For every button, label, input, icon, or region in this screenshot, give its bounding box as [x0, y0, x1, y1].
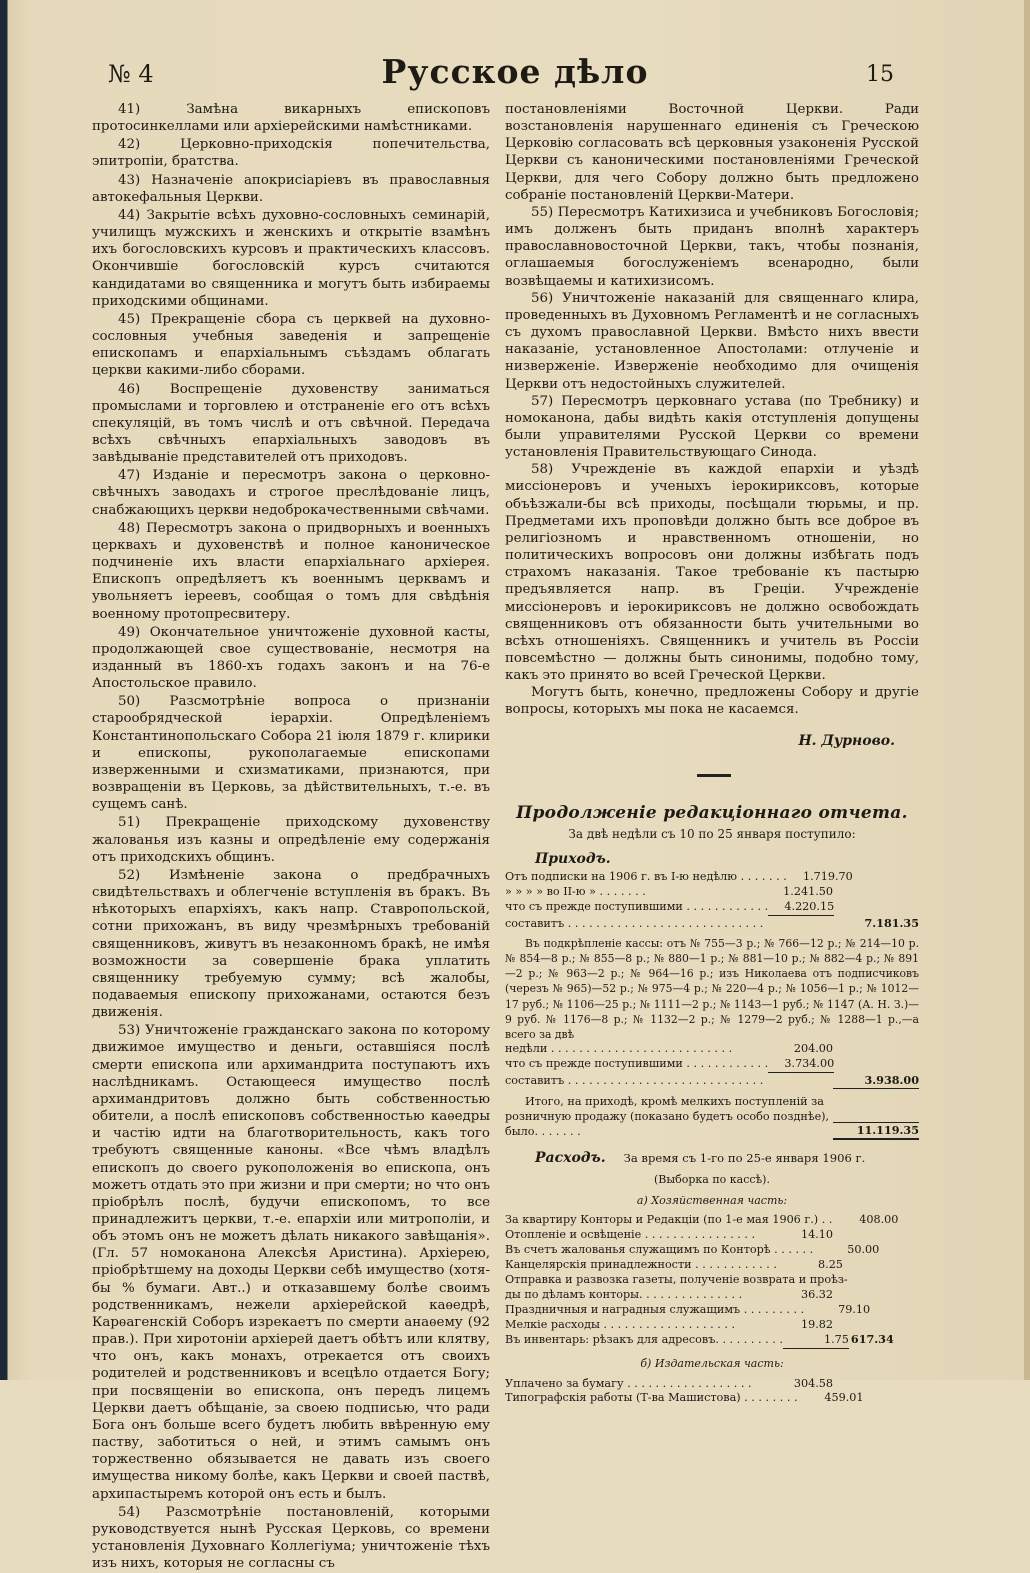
row-label: ды по дѣламъ конторы. . . . . . . . . . . . . . .: [505, 1287, 743, 1301]
row-amount: 1.75: [783, 1333, 849, 1349]
row-amount: 8.25: [818, 1257, 843, 1271]
report-subtitle: За двѣ недѣли съ 10 по 25 января поступило:: [568, 826, 856, 841]
row-amount: 204.00: [793, 1042, 833, 1056]
article-paragraph: 46) Воспрещеніе духовенству заниматься промыслами и торговлею и отстраненіе его отъ всѣхъ спекуляцій, въ томъ числѣ и отъ свѣчной. Передача всѣхъ свѣчныхъ епархіальныхъ заводовъ въ завѣдываніе представителей отъ приходовъ.: [92, 381, 490, 466]
row-label: Отправка и развозка газеты, полученіе возврата и проѣз-: [505, 1272, 848, 1286]
row-label: недѣли . . . . . . . . . . . . . . . . . . . . . . . . . .: [505, 1042, 733, 1056]
donation-table: [505, 1042, 919, 1089]
table-row: [505, 1258, 919, 1273]
row-amount: 459.01: [824, 1391, 864, 1405]
row-label: Праздничныя и наградныя служащимъ . . . . . . . . .: [505, 1302, 805, 1316]
section-b-heading: б) Издательская часть:: [640, 1357, 784, 1371]
row-amount: 14.10: [800, 1228, 833, 1242]
expense-table-b: [505, 1377, 919, 1407]
table-row: [505, 885, 919, 900]
table-row: [505, 1073, 919, 1089]
article-paragraph: постановленіями Восточной Церкви. Ради возстановленія нарушеннаго единенія съ Греческою Церковію согласовать всѣ церковныя узаконенія Русской Церкви съ каноническими постановленіями Греческой Церкви, для чего Собору должно быть предложено собраніе постановленій Церкви-Матери.: [505, 102, 919, 203]
row-label: Отопленіе и освѣщеніе . . . . . . . . . . . . . . . .: [505, 1228, 756, 1242]
table-row: [505, 1213, 919, 1228]
income-total: 11.119.35: [833, 1122, 919, 1140]
article-paragraph: 56) Уничтоженіе наказаній для священнаго клира, проведенныхъ въ Духовномъ Регламентѣ и не согласныхъ съ духомъ православной Церкви. Вмѣсто нихъ ввести наказаніе, установленное Апостолами: отлученіе и низверженіе. Изверженіе необходимо для очищенія Церкви отъ недостойныхъ служителей.: [505, 290, 919, 392]
article-paragraph: 41) Замѣна викарныхъ епископовъ протосинкеллами или архіерейскими намѣстниками.: [92, 102, 490, 135]
donations-text: Въ подкрѣпленіе кассы: отъ № 755—3 р.; № 766—12 р.; № 214—10 р. № 854—8 р.; № 855—8 р.; № 880—1 р.; № 881—10 р.; № 882—4 р.; № 891—2 р.; № 963—2 р.; № 964—16 р.; изъ Николаева отъ подписчиковъ (черезъ № 965)—52 р.; № 975—4 р.; № 220—4 р.; № 1056—1 р.; № 1012—17 руб.; № 1106—25 р.; № 1111—2 р.; № 1143—1 руб.; № 1147 (А. Н. З.)—9 руб. № 1176—8 р.; № 1132—2 р.; № 1279—2 руб.; № 1288—1 р.,—а всего за двѣ: [505, 936, 919, 1042]
article-paragraph: 42) Церковно-приходскія попечительства, эпитропіи, братства.: [92, 137, 490, 170]
table-row: [505, 1332, 919, 1349]
article-paragraph: 45) Прекращеніе сбора съ церквей на духовно-сословныя учебныя заведенія и запрещеніе епископамъ и епархіальнымъ съѣздамъ облагать церкви какими-либо сборами.: [92, 311, 490, 379]
row-amount: 304.58: [793, 1376, 833, 1390]
left-column: [92, 101, 490, 1573]
row-label: что съ прежде поступившими . . . . . . . . . . . .: [505, 1057, 769, 1071]
table-row: [505, 1228, 919, 1243]
row-label: За квартиру Конторы и Редакціи (по 1-е мая 1906 г.) . .: [505, 1213, 833, 1227]
article-paragraph: 51) Прекращеніе приходскому духовенству жалованья изъ казны и опредѣленіе ему содержанія отъ приходскихъ общинъ.: [92, 815, 490, 865]
expense-period: За время съ 1-го по 25-е января 1906 г.: [623, 1150, 866, 1165]
section-divider: [697, 774, 731, 777]
article-paragraph: 49) Окончательное уничтоженіе духовной касты, продолжающей свое существованіе, несмотря на изданный въ 1860-хъ годахъ законъ и на 76-е Апостольское правило.: [92, 624, 490, 692]
row-label: » » » » во II-ю » . . . . . . .: [505, 885, 646, 899]
table-row: [505, 1273, 919, 1288]
row-label: Мелкіе расходы . . . . . . . . . . . . . . . . . . .: [505, 1317, 735, 1331]
row-label: что съ прежде поступившими . . . . . . . . . . . .: [505, 900, 769, 914]
issue-number: № 4: [108, 60, 154, 88]
article-paragraph: Могутъ быть, конечно, предложены Собору и другіе вопросы, которыхъ мы пока не касаемся.: [505, 685, 919, 718]
article-paragraph: 54) Разсмотрѣніе постановленій, которыми руководствуется нынѣ Русская Церковь, со времени установленія Духовнаго Коллегіума; уничтоженіе тѣхъ изъ нихъ, которыя не согласны съ: [92, 1504, 490, 1572]
table-row: [505, 1057, 919, 1073]
income-summary-text: Итого, на приходѣ, кромѣ мелкихъ поступленій за розничную продажу (показано будетъ особо позднѣе), было. . . . . . .: [505, 1095, 830, 1138]
row-label: Отъ подписки на 1906 г. въ I-ю недѣлю . . . . . . .: [505, 870, 787, 884]
report-title: Продолженіе редакціоннаго отчета.: [516, 802, 908, 823]
section-a-heading: а) Хозяйственная часть:: [636, 1194, 788, 1208]
row-label: Въ счетъ жалованья служащимъ по Конторѣ . . . . . .: [505, 1243, 814, 1257]
article-paragraph: 50) Разсмотрѣніе вопроса о признаніи старообрядческой іерархіи. Опредѣленіемъ Константинопольскаго Собора 21 іюля 1879 г. клирики и епископы, рукополагаемые епископами изверженными и схизматиками, признаются, при возвращеніи въ Церковь, за дѣйствительныхъ, т.-е. въ сущемъ санѣ.: [92, 694, 490, 813]
subscription-table: [505, 870, 919, 932]
row-label: Въ инвентарь: рѣзакъ для адресовъ. . . . . . . . . .: [505, 1333, 783, 1347]
row-amount: 4.220.15: [768, 900, 834, 916]
article-paragraph: 52) Измѣненіе закона о предбрачныхъ свидѣтельствахъ и облегченіе вступленія въ бракъ. Въ нѣкоторыхъ епархіяхъ, какъ напр. Ставропольской, сотни прихожанъ, въ виду чрезмѣрныхъ требованій священниковъ, живутъ въ незаконномъ бракѣ, не имѣя возможности за совершеніе брака уплатить священнику требуемую сумму; всѣ жалобы, подаваемыя епископу прихожанами, остаются безъ движенія.: [92, 867, 490, 1021]
table-row: [505, 1303, 919, 1318]
page-header: [0, 52, 1030, 102]
section-a-total: 617.34: [850, 1332, 894, 1347]
article-paragraph: 55) Пересмотръ Катихизиса и учебниковъ Богословія; имъ долженъ быть приданъ вполнѣ характеръ православновосточной Церкви, такъ, чтобы познанія, оглашаемыя богослуженіемъ всенародно, были возвѣщаемы и катихизисомъ.: [505, 204, 919, 289]
donations-total: 3.938.00: [833, 1073, 919, 1089]
expense-heading: Расходъ.: [535, 1149, 606, 1166]
table-row: [505, 1391, 919, 1406]
table-row: [505, 900, 919, 916]
table-row: [505, 1377, 919, 1392]
row-amount: 1.719.70: [802, 870, 853, 884]
table-row: [505, 1288, 919, 1303]
income-heading: Приходъ.: [535, 851, 611, 868]
row-label: Канцелярскія принадлежности . . . . . . . . . . . .: [505, 1257, 777, 1271]
newspaper-title: Русское дѣло: [381, 52, 649, 91]
article-paragraph: 43) Назначеніе апокрисіаріевъ въ православныя автокефальныя Церкви.: [92, 172, 490, 205]
table-row: [505, 916, 919, 932]
table-row: [505, 1243, 919, 1258]
table-row: [505, 1318, 919, 1333]
author-signature: Н. Дурново.: [798, 732, 895, 749]
expense-header: [505, 1150, 919, 1167]
article-paragraph: 58) Учрежденіе въ каждой епархіи и уѣздѣ миссіонеровъ и ученыхъ іерокириксовъ, которые объѣзжали-бы всѣ приходы, посѣщали тюрьмы, и пр. Предметами ихъ проповѣди должно быть все доброе въ религіозномъ и нравственномъ отношеніи, но политическихъ вопросовъ они должны избѣгать подъ страхомъ наказанія. Такое требованіе къ пастырю предъявляется напр. въ Греціи. Учрежденіе миссіонеровъ и іерокириксовъ не должно освобождать священниковъ отъ обязанности быть учительными во всѣхъ отношеніяхъ. Священникъ и учитель въ Россіи повсемѣстно — должны быть синонимы, подобно тому, какъ это принято во всей Греческой Церкви.: [505, 462, 919, 684]
row-amount: 50.00: [847, 1243, 880, 1257]
row-amount: 1.241.50: [783, 885, 833, 899]
row-amount: 79.10: [838, 1302, 871, 1316]
right-column: [505, 101, 919, 1406]
article-paragraph: 53) Уничтоженіе гражданскаго закона по которому движимое имущество и деньги, оставшіяся послѣ смерти епископа или архимандрита поступаютъ ихъ наслѣдникамъ. Остающееся имущество послѣ архимандритовъ должно быть собственностью обители, а послѣ епископовъ собственностью каѳедры и частію идти на благотворительность, какъ того требуютъ священные каноны. «Все чѣмъ владѣлъ епископъ до своего рукоположенія во епископа, онъ можетъ отдать это при жизни и при смерти; но что онъ пріобрѣлъ послѣ, будучи епископомъ, то все принадлежитъ церкви, т.-е. епархіи или митрополіи, и объ этомъ онъ не можетъ дѣлать никакого завѣщанія». (Гл. 57 номоканона Алексѣя Аристина). Архіерею, пріобрѣтшему на доходы Церкви себѣ имущество (хотя-бы % бумаги. Авт..) и отказавшему болѣе своимъ родственникамъ, нежели архіерейской каѳедрѣ, Карѳагенскій Соборъ изрекаетъ по смерти анаѳему (92 прав.). При хиротоніи архіерей даетъ обѣтъ или клятву, что онъ, какъ монахъ, отрекается отъ своихъ родителей и родственниковъ и всецѣло отдается Богу; при посвященіи во епископа, онъ передъ лицемъ Церкви даетъ обѣщаніе, за своею подписью, что ради Бога онъ больше всего будетъ любить ввѣренную ему паству, заботиться о ней, и этимъ самымъ онъ торжественно обязывается не давать изъ своего имущества никому болѣе, какъ Церкви и своей паствѣ, архипастыремъ которой онъ есть и былъ.: [92, 1023, 490, 1502]
row-amount: 36.32: [800, 1287, 833, 1301]
row-label: Уплачено за бумагу . . . . . . . . . . . . . . . . . .: [505, 1376, 752, 1390]
row-amount: 3.734.00: [768, 1057, 834, 1073]
page-number: 15: [866, 62, 894, 87]
row-amount: 19.82: [800, 1317, 833, 1331]
subscriptions-total: 7.181.35: [864, 915, 919, 930]
article-paragraph: 48) Пересмотръ закона о придворныхъ и военныхъ церквахъ и духовенствѣ и полное каноническое подчиненіе ихъ власти епархіальнаго архіерея. Епископъ опредѣляетъ къ военнымъ церквамъ и увольняетъ іереевъ, сообщая о томъ для свѣдѣнія военному протопресвитеру.: [92, 520, 490, 622]
article-paragraph: 47) Изданіе и пересмотръ закона о церковно-свѣчныхъ заводахъ и строгое преслѣдованіе лицъ, снабжающихъ церкви недоброкачественными свѣчами.: [92, 468, 490, 518]
row-label: составитъ . . . . . . . . . . . . . . . . . . . . . . . . . . . .: [505, 916, 764, 930]
row-label: Типографскія работы (Т-ва Машистова) . . . . . . . .: [505, 1391, 798, 1405]
article-paragraph: 44) Закрытіе всѣхъ духовно-сословныхъ семинарій, училищъ мужскихъ и женскихъ и открытіе взамѣнъ ихъ богословскихъ курсовъ и практическихъ классовъ. Окончившіе богословскій курсъ считаются кандидатами во священника и могутъ быть избираемы приходскими общинами.: [92, 207, 490, 309]
article-paragraph: 57) Пересмотръ церковнаго устава (по Требнику) и номоканона, дабы видѣть какія отступленія допущены были управителями Русской Церкви со времени установленія Правительствующаго Синода.: [505, 393, 919, 461]
row-amount: 408.00: [859, 1213, 899, 1227]
table-row: [505, 870, 919, 885]
expense-table-a: [505, 1213, 919, 1349]
income-summary: [505, 1095, 919, 1140]
page-edge: [1024, 0, 1030, 1380]
table-row: [505, 1042, 919, 1057]
expense-note: (Выборка по кассѣ).: [654, 1172, 770, 1186]
row-label: составитъ . . . . . . . . . . . . . . . . . . . . . . . . . . . .: [505, 1074, 764, 1088]
